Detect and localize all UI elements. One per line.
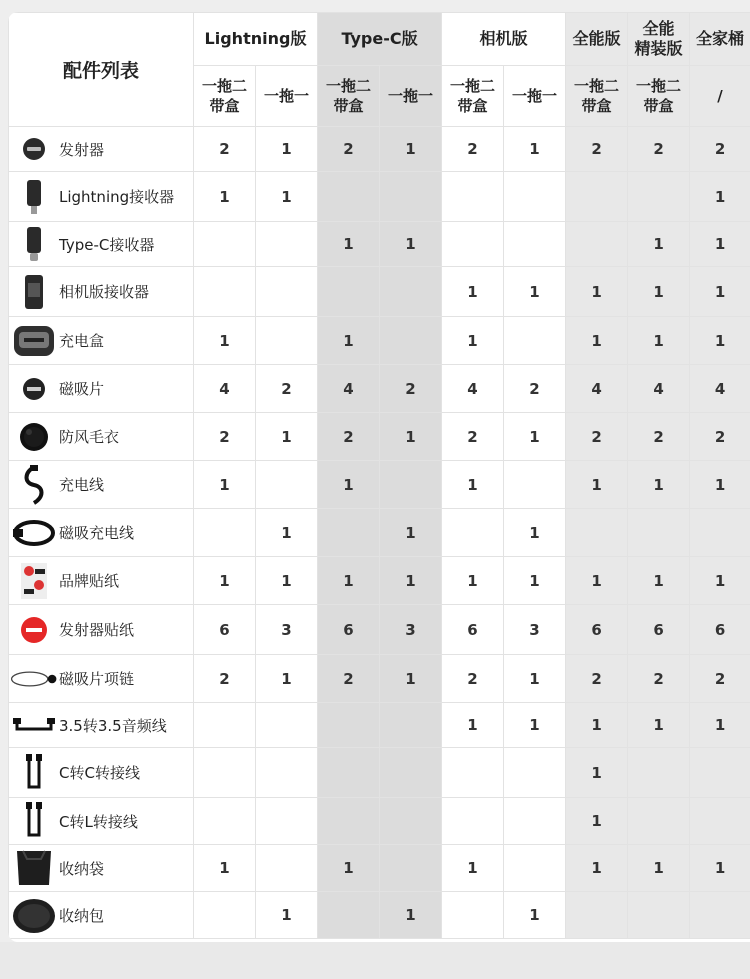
- camera-receiver-icon: [9, 273, 59, 311]
- quantity-cell: 2: [256, 365, 318, 413]
- quantity-cell: [628, 748, 690, 798]
- quantity-cell: 4: [690, 365, 750, 413]
- group-header: 全家桶: [690, 13, 750, 66]
- quantity-cell: 1: [256, 892, 318, 939]
- table-row: [9, 509, 750, 557]
- sub-header: 一拖二 带盒: [566, 66, 628, 127]
- quantity-cell: 2: [628, 655, 690, 703]
- quantity-cell: [566, 509, 628, 557]
- item-cell: [9, 172, 194, 222]
- quantity-cell: 1: [442, 317, 504, 365]
- table-row: [9, 413, 750, 461]
- quantity-cell: 1: [566, 703, 628, 748]
- brand-sticker-icon: [9, 561, 59, 601]
- quantity-cell: 1: [442, 557, 504, 605]
- quantity-cell: [380, 798, 442, 845]
- quantity-cell: 2: [690, 413, 750, 461]
- lightning-receiver-icon: [9, 178, 59, 216]
- item-name: 磁吸片项链: [59, 670, 135, 688]
- item-cell: [9, 222, 194, 267]
- sub-header: 一拖二 带盒: [318, 66, 380, 127]
- quantity-cell: [318, 509, 380, 557]
- quantity-cell: [628, 172, 690, 222]
- quantity-cell: 1: [566, 267, 628, 317]
- quantity-cell: [194, 892, 256, 939]
- storage-case-icon: [9, 895, 59, 935]
- quantity-cell: 1: [318, 222, 380, 267]
- item-cell: [9, 798, 194, 845]
- item: [9, 667, 193, 691]
- table-row: [9, 317, 750, 365]
- item: [9, 376, 193, 402]
- quantity-cell: [318, 892, 380, 939]
- group-header: 全能版: [566, 13, 628, 66]
- quantity-cell: [256, 222, 318, 267]
- quantity-cell: 1: [318, 557, 380, 605]
- sub-header: 一拖二 带盒: [442, 66, 504, 127]
- item-name: 磁吸片: [59, 380, 105, 398]
- quantity-cell: 2: [318, 655, 380, 703]
- quantity-cell: [442, 172, 504, 222]
- quantity-cell: 1: [380, 222, 442, 267]
- quantity-cell: 1: [628, 461, 690, 509]
- quantity-cell: 1: [318, 461, 380, 509]
- table-row: [9, 655, 750, 703]
- item: [9, 895, 193, 935]
- table-row: [9, 798, 750, 845]
- quantity-cell: [566, 892, 628, 939]
- table-row: [9, 557, 750, 605]
- table-row: [9, 222, 750, 267]
- quantity-cell: 1: [194, 845, 256, 892]
- item-name: C转C转接线: [59, 764, 140, 782]
- quantity-cell: 1: [256, 557, 318, 605]
- storage-bag-icon: [9, 847, 59, 889]
- quantity-cell: 2: [566, 127, 628, 172]
- quantity-cell: [566, 222, 628, 267]
- quantity-cell: 1: [628, 267, 690, 317]
- quantity-cell: [690, 798, 750, 845]
- quantity-cell: 6: [442, 605, 504, 655]
- quantity-cell: 4: [628, 365, 690, 413]
- quantity-cell: [628, 509, 690, 557]
- quantity-cell: 1: [566, 845, 628, 892]
- quantity-cell: [318, 748, 380, 798]
- item-cell: [9, 605, 194, 655]
- windscreen-icon: [9, 420, 59, 454]
- quantity-cell: [504, 222, 566, 267]
- quantity-cell: 1: [256, 127, 318, 172]
- quantity-cell: [256, 267, 318, 317]
- quantity-cell: [318, 703, 380, 748]
- quantity-cell: 1: [690, 557, 750, 605]
- item-cell: [9, 892, 194, 939]
- item-name: 3.5转3.5音频线: [59, 716, 167, 735]
- item: [9, 515, 193, 551]
- typec-receiver-icon: [9, 225, 59, 263]
- table-row: [9, 365, 750, 413]
- table-row: [9, 461, 750, 509]
- item: [9, 178, 193, 216]
- quantity-cell: 4: [442, 365, 504, 413]
- quantity-cell: [442, 222, 504, 267]
- quantity-cell: 6: [690, 605, 750, 655]
- quantity-cell: 1: [690, 222, 750, 267]
- item-cell: [9, 748, 194, 798]
- sub-header: 一拖一: [504, 66, 566, 127]
- quantity-cell: [628, 798, 690, 845]
- quantity-cell: [194, 267, 256, 317]
- quantity-cell: 1: [380, 413, 442, 461]
- sub-header: 一拖一: [380, 66, 442, 127]
- quantity-cell: 1: [628, 557, 690, 605]
- quantity-cell: 1: [566, 748, 628, 798]
- quantity-cell: [194, 222, 256, 267]
- item: [9, 225, 193, 263]
- table-row: [9, 845, 750, 892]
- quantity-cell: [318, 267, 380, 317]
- bottom-strip: [0, 942, 750, 979]
- item-name: 收纳袋: [59, 859, 105, 878]
- quantity-cell: [194, 509, 256, 557]
- quantity-cell: 3: [256, 605, 318, 655]
- item: [9, 847, 193, 889]
- item-name: Type-C接收器: [59, 235, 155, 254]
- quantity-cell: 1: [504, 267, 566, 317]
- item-cell: [9, 267, 194, 317]
- table-row: [9, 703, 750, 748]
- item: [9, 465, 193, 505]
- quantity-cell: 1: [504, 703, 566, 748]
- quantity-cell: 1: [566, 461, 628, 509]
- quantity-cell: 1: [442, 703, 504, 748]
- necklace-icon: [9, 667, 59, 691]
- quantity-cell: 4: [194, 365, 256, 413]
- quantity-cell: [566, 172, 628, 222]
- quantity-cell: 1: [690, 317, 750, 365]
- quantity-cell: [442, 748, 504, 798]
- quantity-cell: 1: [628, 222, 690, 267]
- table-row: [9, 892, 750, 939]
- sub-header: 一拖二 带盒: [628, 66, 690, 127]
- item-name: 防风毛衣: [59, 428, 120, 446]
- quantity-cell: [194, 748, 256, 798]
- quantity-cell: 2: [690, 127, 750, 172]
- quantity-cell: [256, 461, 318, 509]
- quantity-cell: 1: [628, 845, 690, 892]
- quantity-cell: [318, 172, 380, 222]
- quantity-cell: 2: [504, 365, 566, 413]
- item-name: 发射器贴纸: [59, 621, 135, 639]
- quantity-cell: 1: [690, 703, 750, 748]
- item-cell: [9, 127, 194, 172]
- quantity-cell: 1: [380, 892, 442, 939]
- charging-case-icon: [9, 324, 59, 358]
- quantity-cell: 1: [566, 798, 628, 845]
- sub-header: 一拖一: [256, 66, 318, 127]
- group-header: Type-C版: [318, 13, 442, 66]
- quantity-cell: 1: [628, 703, 690, 748]
- quantity-cell: 2: [566, 413, 628, 461]
- quantity-cell: [442, 892, 504, 939]
- quantity-cell: [690, 748, 750, 798]
- quantity-cell: 1: [504, 127, 566, 172]
- quantity-cell: 1: [380, 127, 442, 172]
- quantity-cell: 6: [318, 605, 380, 655]
- item: [9, 801, 193, 841]
- quantity-cell: 1: [380, 655, 442, 703]
- item: [9, 324, 193, 358]
- item-cell: [9, 845, 194, 892]
- quantity-cell: 2: [318, 127, 380, 172]
- quantity-cell: [256, 748, 318, 798]
- sub-header: 一拖二 带盒: [194, 66, 256, 127]
- item-cell: [9, 365, 194, 413]
- quantity-cell: 1: [690, 461, 750, 509]
- group-header: 相机版: [442, 13, 566, 66]
- quantity-cell: [380, 845, 442, 892]
- transmitter-icon: [9, 136, 59, 162]
- quantity-cell: 2: [194, 655, 256, 703]
- header-group-row: [9, 13, 750, 66]
- quantity-cell: 1: [504, 892, 566, 939]
- quantity-cell: 1: [628, 317, 690, 365]
- quantity-cell: 3: [380, 605, 442, 655]
- item-cell: [9, 703, 194, 748]
- item: [9, 273, 193, 311]
- quantity-cell: [690, 892, 750, 939]
- quantity-cell: [380, 172, 442, 222]
- item: [9, 753, 193, 793]
- quantity-cell: 1: [380, 557, 442, 605]
- item-name: 品牌贴纸: [59, 572, 120, 590]
- quantity-cell: [442, 509, 504, 557]
- quantity-cell: [442, 798, 504, 845]
- quantity-cell: 6: [628, 605, 690, 655]
- quantity-cell: 1: [442, 461, 504, 509]
- audio-cable-icon: [9, 715, 59, 735]
- item-name: 充电盒: [59, 332, 105, 350]
- quantity-cell: 4: [318, 365, 380, 413]
- item-cell: [9, 413, 194, 461]
- item-cell: [9, 509, 194, 557]
- quantity-cell: 2: [628, 413, 690, 461]
- quantity-cell: [256, 317, 318, 365]
- quantity-cell: 1: [566, 317, 628, 365]
- quantity-cell: 2: [566, 655, 628, 703]
- quantity-cell: 1: [194, 317, 256, 365]
- item-name: 充电线: [59, 476, 105, 494]
- quantity-cell: 2: [628, 127, 690, 172]
- item-name: 磁吸充电线: [59, 524, 135, 542]
- quantity-cell: 1: [504, 413, 566, 461]
- quantity-cell: 1: [442, 267, 504, 317]
- quantity-cell: 1: [256, 509, 318, 557]
- quantity-cell: 1: [442, 845, 504, 892]
- quantity-cell: [380, 317, 442, 365]
- magnet-icon: [9, 376, 59, 402]
- item: [9, 715, 193, 736]
- item-cell: [9, 461, 194, 509]
- item: [9, 136, 193, 162]
- quantity-cell: 2: [194, 413, 256, 461]
- quantity-cell: [504, 172, 566, 222]
- quantity-cell: [380, 703, 442, 748]
- quantity-cell: 6: [194, 605, 256, 655]
- group-header: Lightning版: [194, 13, 318, 66]
- quantity-cell: 1: [504, 557, 566, 605]
- accessory-list-card: [8, 12, 750, 942]
- quantity-cell: 1: [318, 317, 380, 365]
- quantity-cell: 1: [194, 461, 256, 509]
- quantity-cell: 1: [380, 509, 442, 557]
- quantity-cell: 1: [256, 172, 318, 222]
- quantity-cell: 1: [318, 845, 380, 892]
- quantity-cell: 1: [256, 413, 318, 461]
- quantity-cell: 2: [442, 655, 504, 703]
- quantity-cell: 1: [256, 655, 318, 703]
- quantity-cell: 4: [566, 365, 628, 413]
- c-to-l-cable-icon: [9, 801, 59, 841]
- c-to-c-cable-icon: [9, 753, 59, 793]
- quantity-cell: 1: [690, 172, 750, 222]
- quantity-cell: 2: [442, 127, 504, 172]
- item: [9, 561, 193, 601]
- group-header: 全能 精装版: [628, 13, 690, 66]
- magnetic-cable-icon: [9, 515, 59, 551]
- table-row: [9, 605, 750, 655]
- quantity-cell: 2: [690, 655, 750, 703]
- item: [9, 615, 193, 645]
- quantity-cell: [504, 748, 566, 798]
- quantity-cell: 1: [690, 267, 750, 317]
- quantity-cell: 1: [690, 845, 750, 892]
- table-row: [9, 267, 750, 317]
- quantity-cell: 2: [442, 413, 504, 461]
- quantity-cell: [380, 267, 442, 317]
- item-cell: [9, 655, 194, 703]
- quantity-cell: [504, 845, 566, 892]
- item: [9, 420, 193, 454]
- quantity-cell: [194, 703, 256, 748]
- quantity-cell: [628, 892, 690, 939]
- item-name: 发射器: [59, 140, 105, 159]
- quantity-cell: 2: [318, 413, 380, 461]
- quantity-cell: [380, 461, 442, 509]
- transmitter-sticker-icon: [9, 615, 59, 645]
- page-title: 配件列表: [9, 13, 194, 127]
- item-name: Lightning接收器: [59, 188, 175, 206]
- quantity-cell: [504, 461, 566, 509]
- quantity-cell: 1: [194, 172, 256, 222]
- item-cell: [9, 557, 194, 605]
- quantity-cell: 1: [504, 509, 566, 557]
- quantity-cell: 2: [380, 365, 442, 413]
- quantity-cell: [194, 798, 256, 845]
- item-name: C转L转接线: [59, 812, 138, 831]
- item-name: 相机版接收器: [59, 283, 150, 301]
- quantity-cell: 1: [566, 557, 628, 605]
- quantity-cell: [318, 798, 380, 845]
- quantity-cell: 1: [194, 557, 256, 605]
- quantity-cell: 3: [504, 605, 566, 655]
- table-row: [9, 748, 750, 798]
- quantity-cell: 6: [566, 605, 628, 655]
- quantity-cell: 2: [194, 127, 256, 172]
- table-row: [9, 127, 750, 172]
- accessory-table: [8, 12, 750, 939]
- sub-header: /: [690, 66, 750, 127]
- quantity-cell: [256, 845, 318, 892]
- quantity-cell: 1: [504, 655, 566, 703]
- quantity-cell: [256, 798, 318, 845]
- quantity-cell: [504, 798, 566, 845]
- item-name: 收纳包: [59, 906, 105, 925]
- table-row: [9, 172, 750, 222]
- quantity-cell: [256, 703, 318, 748]
- item-cell: [9, 317, 194, 365]
- quantity-cell: [504, 317, 566, 365]
- quantity-cell: [380, 748, 442, 798]
- quantity-cell: [690, 509, 750, 557]
- charging-cable-icon: [9, 465, 59, 505]
